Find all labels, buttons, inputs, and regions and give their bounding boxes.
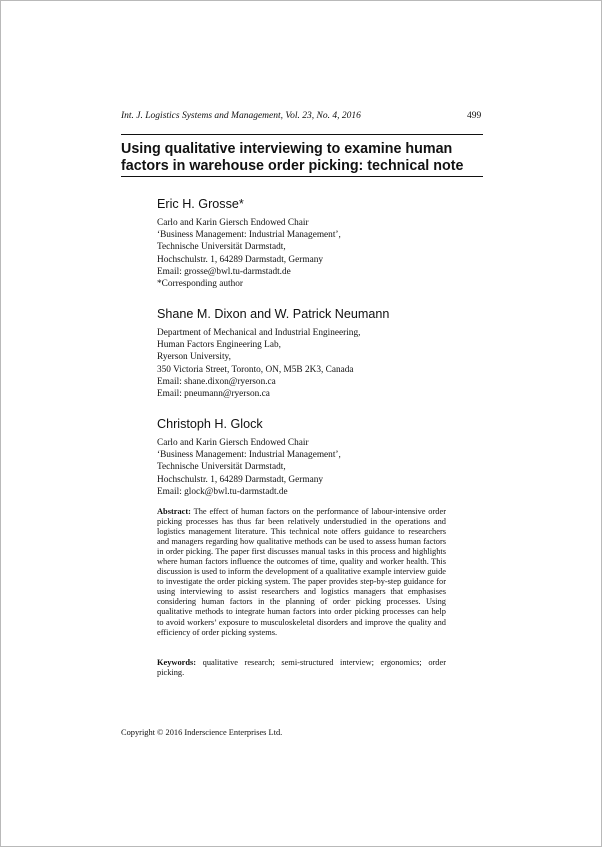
affiliation-line: Ryerson University, [157, 352, 231, 363]
affiliation-email[interactable]: Email: pneumann@ryerson.ca [157, 389, 270, 400]
author-name: Shane M. Dixon and W. Patrick Neumann [157, 307, 390, 321]
affiliation-line: 350 Victoria Street, Toronto, ON, M5B 2K3, Canada [157, 364, 354, 375]
copyright-notice: Copyright © 2016 Inderscience Enterprises Ltd. [121, 728, 283, 737]
affiliation-email[interactable]: Email: grosse@bwl.tu-darmstadt.de [157, 266, 291, 277]
paper-title [121, 141, 483, 175]
affiliation-email[interactable]: Email: glock@bwl.tu-darmstadt.de [157, 486, 288, 497]
abstract-text: The effect of human factors on the performance of labour-intensive order picking processes has thus far been relatively understudied in the operations and logistics management literature. This technical note offers guidance to researchers and managers regarding how qualitative methods can be used to assess human factors in order picking. The paper first discusses manual tasks in this process and highlights where human factors influence the outcomes of time, quality and worker health. This discussion is used to inform the development of a qualitative example interview guide to investigate the order picking system. The paper provides step-by-step guidance for using interviewing to assist researchers and logistics managers that emphasises considering human factors in the planning of order picking processes. Using qualitative methods to integrate human factors into order picking processes can help to avoid workers’ exposure to musculoskeletal disorders and improve the quality and efficiency of order picking systems. [157, 507, 446, 637]
corresponding-author-note: *Corresponding author [157, 279, 243, 290]
author-name: Eric H. Grosse* [157, 197, 244, 211]
affiliation-email[interactable]: Email: shane.dixon@ryerson.ca [157, 376, 276, 387]
affiliation-line: Carlo and Karin Giersch Endowed Chair [157, 438, 309, 448]
affiliation-line: Hochschulstr. 1, 64289 Darmstadt, Germany [157, 474, 324, 485]
running-head: Int. J. Logistics Systems and Management, Vol. 23, No. 4, 2016 [121, 111, 361, 121]
abstract [157, 507, 446, 638]
affiliation-line: ‘Business Management: Industrial Management’, [157, 230, 341, 241]
title-bottom-rule [121, 176, 483, 177]
affiliation-line: ‘Business Management: Industrial Management’, [157, 450, 341, 461]
author-name: Christoph H. Glock [157, 417, 263, 431]
affiliation-line: Technische Universität Darmstadt, [157, 462, 286, 473]
keywords [157, 658, 446, 678]
title-top-rule [121, 134, 483, 135]
author-affiliation [157, 327, 477, 400]
affiliation-line: Hochschulstr. 1, 64289 Darmstadt, Germany [157, 254, 324, 265]
title-line: factors in warehouse order picking: technical note [121, 158, 464, 174]
title-line: Using qualitative interviewing to examine human [121, 141, 453, 157]
page-number: 499 [467, 111, 482, 121]
author-affiliation [157, 437, 477, 498]
keywords-label: Keywords: [157, 658, 197, 667]
affiliation-line: Carlo and Karin Giersch Endowed Chair [157, 218, 309, 228]
keywords-text: qualitative research; semi-structured interview; ergonomics; order picking. [157, 658, 446, 678]
author-affiliation [157, 217, 477, 290]
affiliation-line: Technische Universität Darmstadt, [157, 242, 286, 253]
abstract-label: Abstract: [157, 507, 191, 516]
affiliation-line: Department of Mechanical and Industrial Engineering, [157, 328, 361, 338]
affiliation-line: Human Factors Engineering Lab, [157, 340, 281, 351]
